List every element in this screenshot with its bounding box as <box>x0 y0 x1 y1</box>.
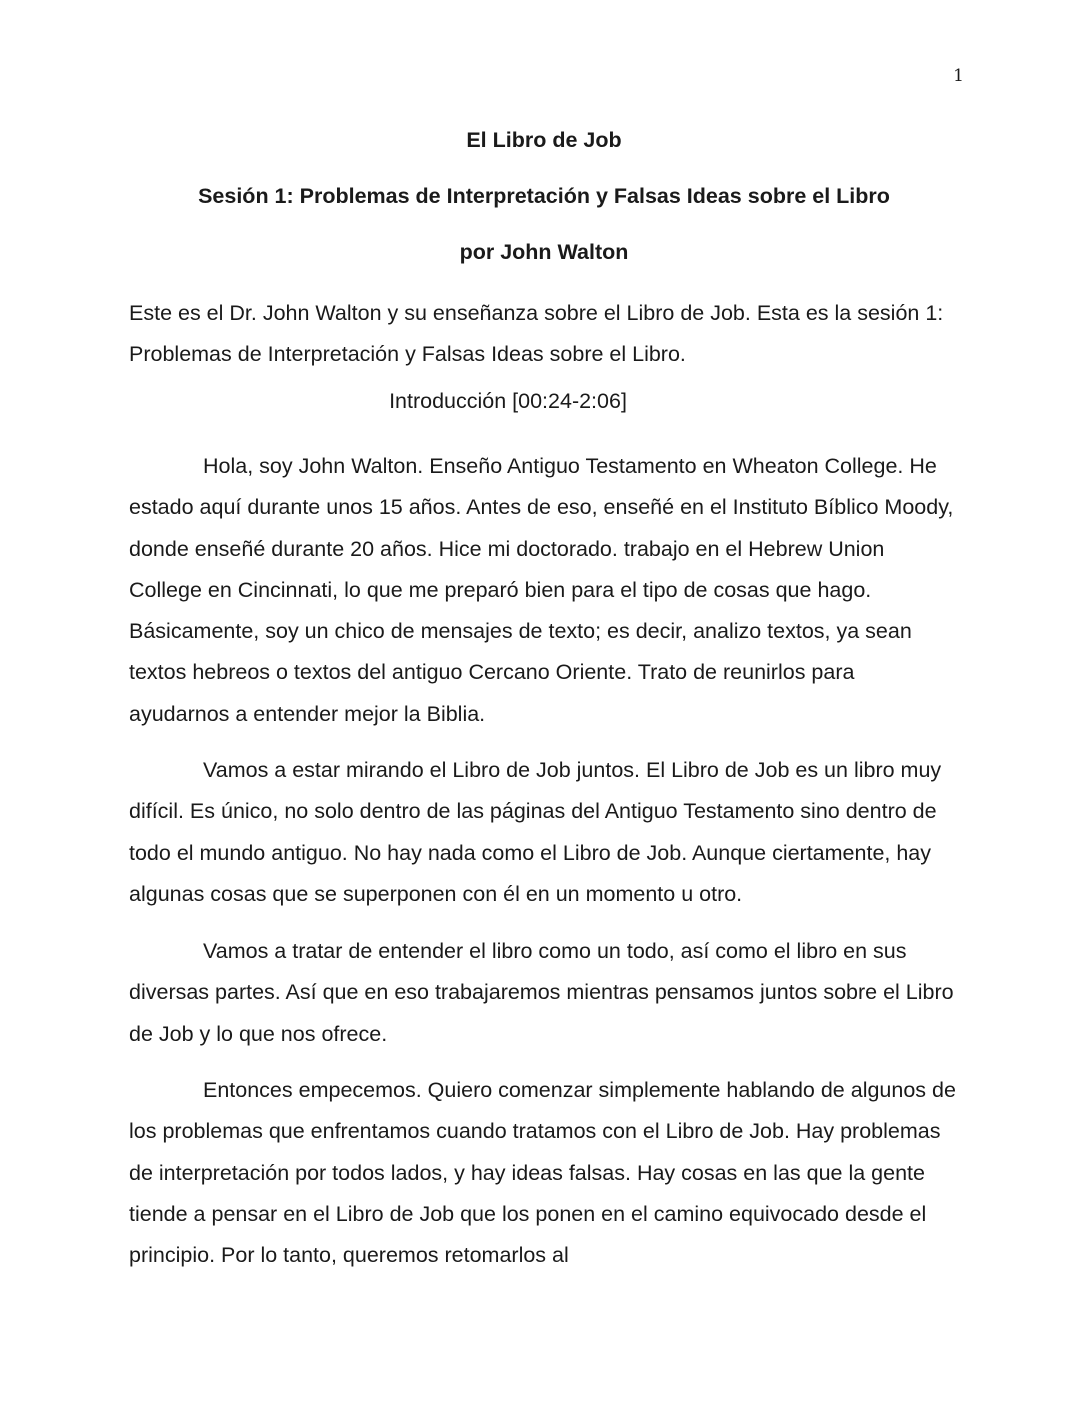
paragraph: Vamos a estar mirando el Libro de Job juntos. El Libro de Job es un libro muy difícil. Es único, no solo dentro de las páginas del Antiguo Testamento sino dentro de todo el mundo antiguo. No hay nada como el Libro de Job. Aunque ciertamente, hay algunas cosas que se superponen con él en un momento u otro. <box>129 758 942 906</box>
session-subtitle: Sesión 1: Problemas de Interpretación y Falsas Ideas sobre el Libro <box>198 184 890 208</box>
page-number: 1 <box>953 66 964 86</box>
author-line: por John Walton <box>459 240 629 264</box>
document-title: El Libro de Job <box>466 128 622 152</box>
intro-text: Este es el Dr. John Walton y su enseñanza sobre el Libro de Job. Esta es la sesión 1: Problemas de Interpretación y Falsas Ideas sobre el Libro. <box>129 301 944 366</box>
paragraph: Hola, soy John Walton. Enseño Antiguo Testamento en Wheaton College. He estado aquí durante unos 15 años. Antes de eso, enseñé en el Instituto Bíblico Moody, donde enseñé durante 20 años. Hice mi doctorado. trabajo en el Hebrew Union College en Cincinnati, lo que me preparó bien para el tipo de cosas que hago. Básicamente, soy un chico de mensajes de texto; es decir, analizo textos, ya sean textos hebreos o textos del antiguo Cercano Oriente. Trato de reunirlos para ayudarnos a entender mejor la Biblia. <box>129 454 954 726</box>
section-heading: Introducción [00:24-2:06] <box>389 389 627 413</box>
paragraph: Vamos a tratar de entender el libro como un todo, así como el libro en sus diversas partes. Así que en eso trabajaremos mientras pensamos juntos sobre el Libro de Job y lo que nos ofrece. <box>129 939 954 1046</box>
paragraph: Entonces empecemos. Quiero comenzar simplemente hablando de algunos de los problemas que enfrentamos cuando tratamos con el Libro de Job. Hay problemas de interpretación por todos lados, y hay ideas falsas. Hay cosas en las que la gente tiende a pensar en el Libro de Job que los ponen en el camino equivocado desde el principio. Por lo tanto, queremos retomarlos al <box>129 1078 956 1268</box>
